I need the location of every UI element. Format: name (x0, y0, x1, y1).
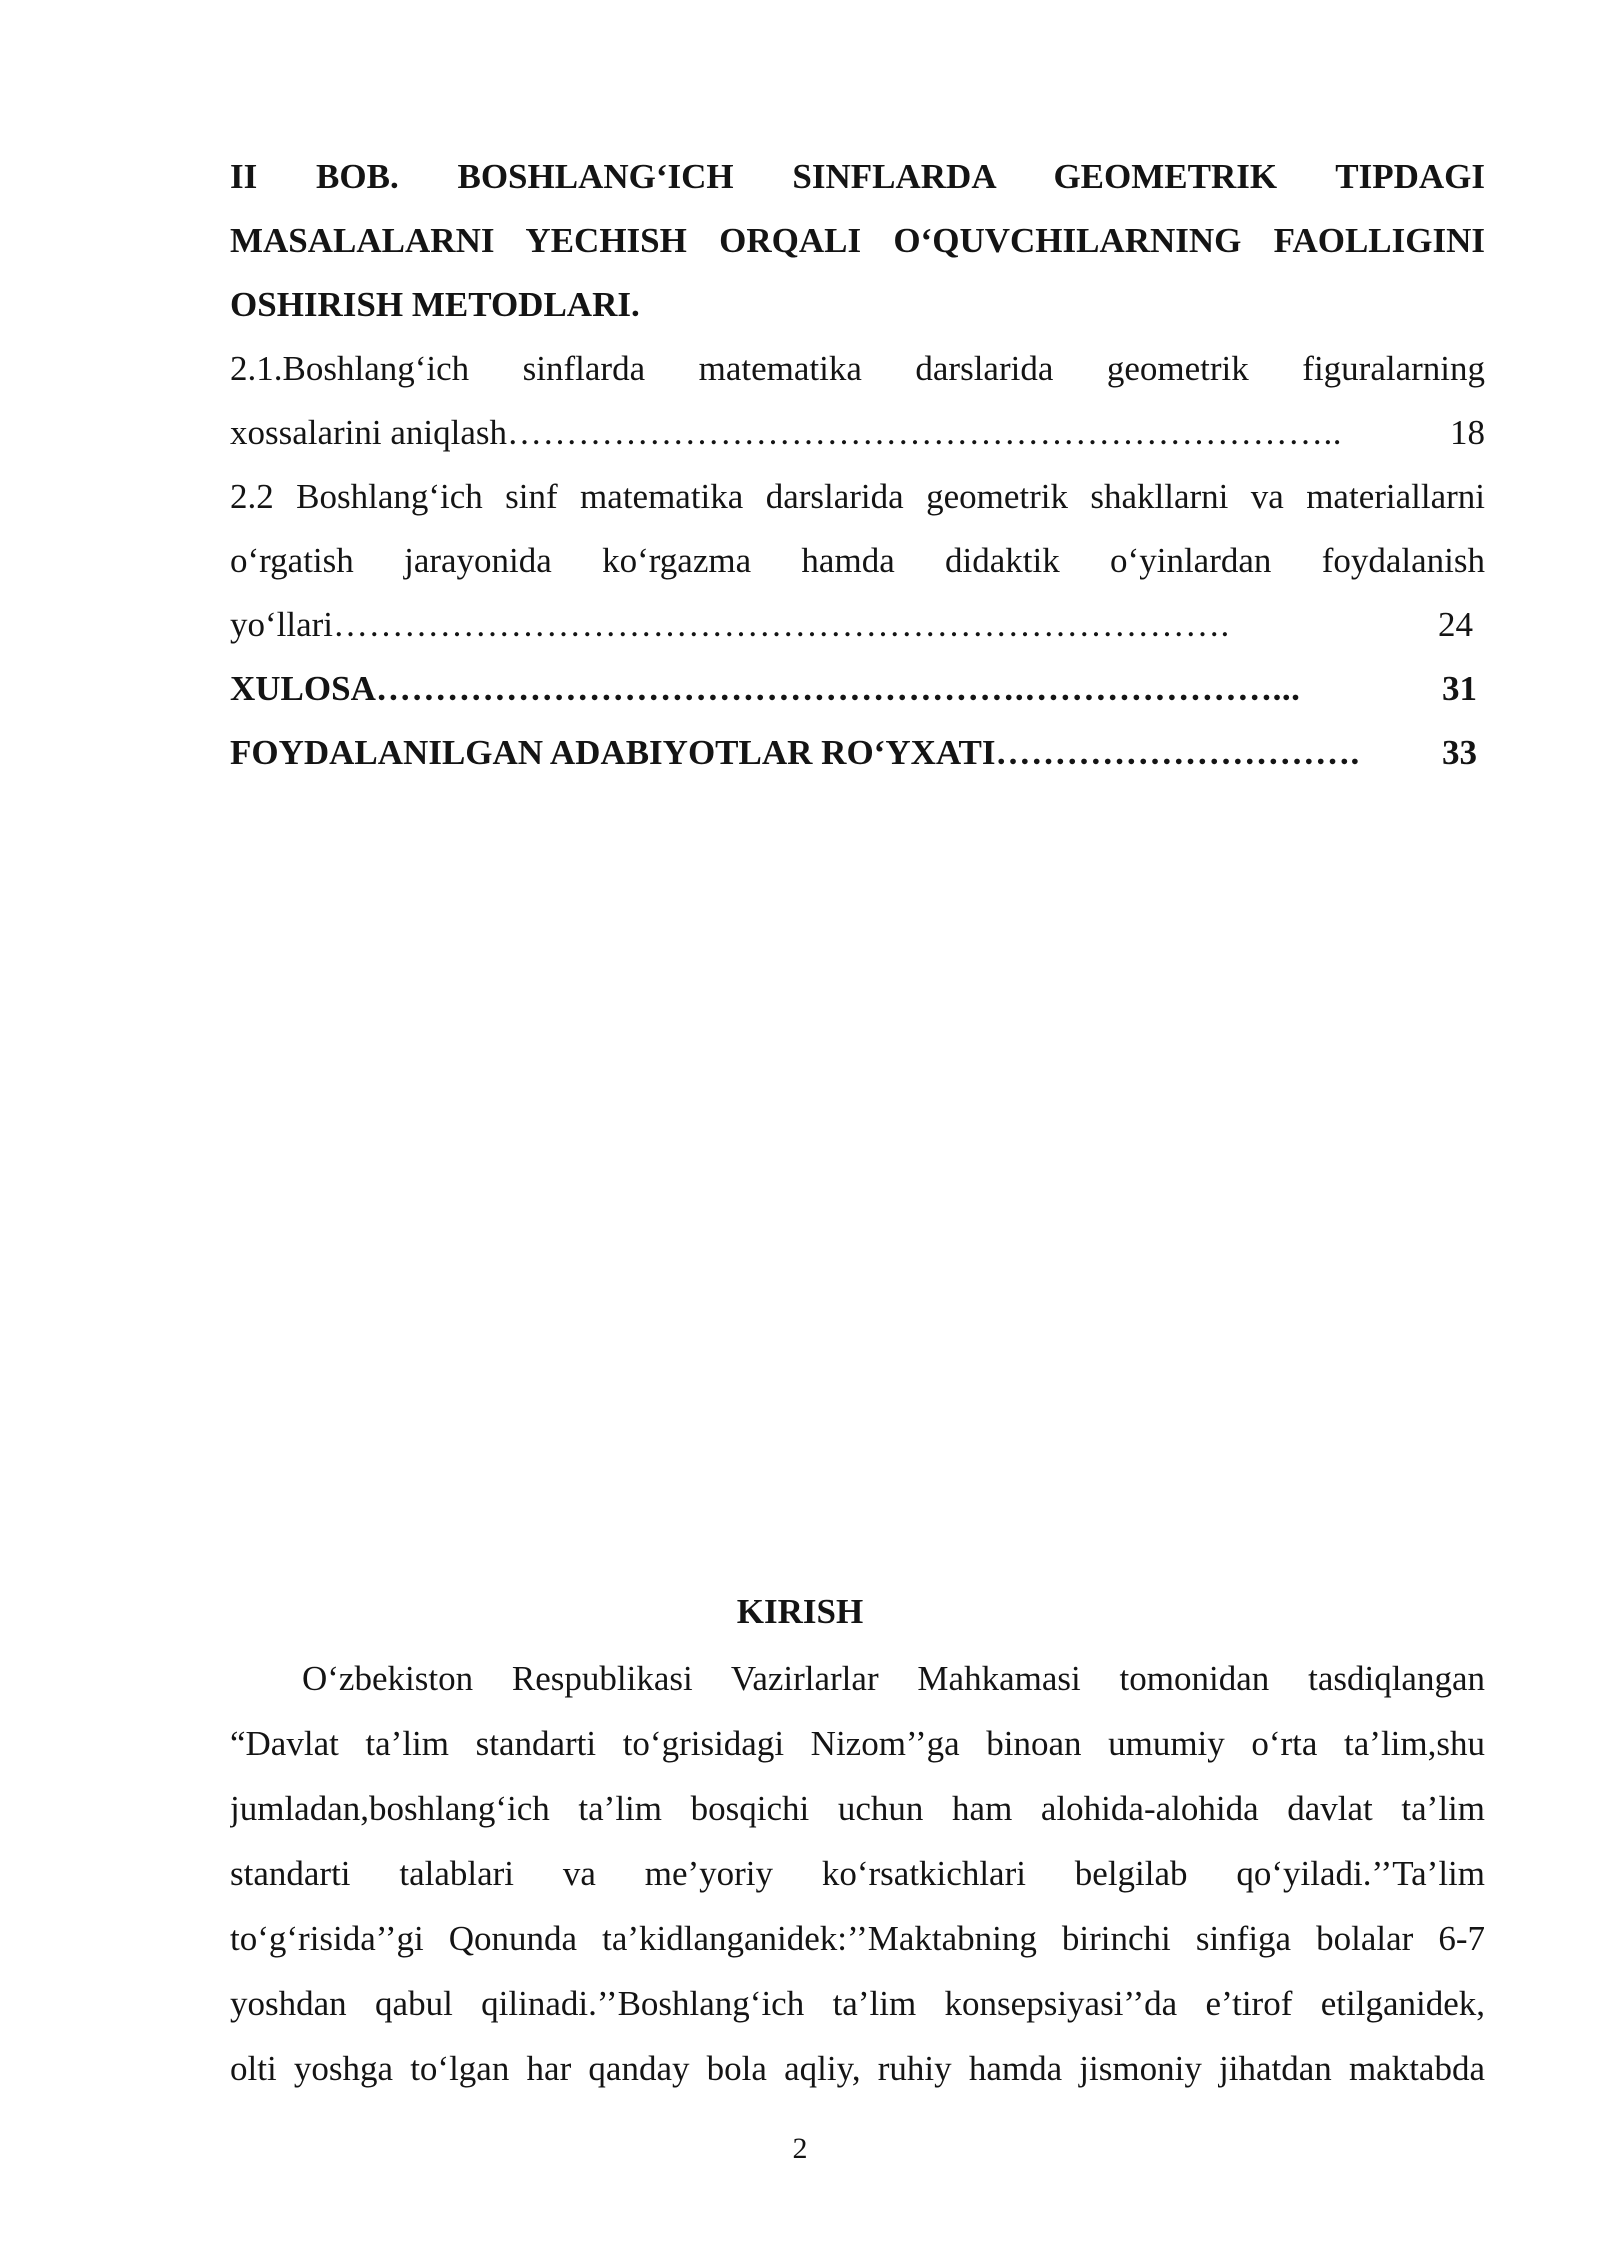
toc-section-2-1-title-end: xossalarini aniqlash (230, 413, 508, 452)
toc-conclusion-entry (230, 657, 1477, 721)
toc-section-2-2-entry (230, 593, 1473, 657)
toc-section-2-2-title: 2.2 Boshlang‘ich sinf matematika darslarida geometrik shakllarni va materiallarni (230, 477, 1485, 516)
toc-section-2-1-title: 2.1.Boshlang‘ich sinflarda matematika darslarida geometrik figuralarning (230, 349, 1485, 388)
intro-text-line: jumladan,boshlang‘ich ta’lim bosqichi uchun ham alohida-alohida davlat ta’lim (230, 1789, 1485, 1828)
toc-page-number: 18 (1450, 413, 1485, 452)
intro-text-line: O‘zbekiston Respublikasi Vazirlarlar Mahkamasi tomonidan tasdiqlangan (302, 1659, 1485, 1698)
toc-references-entry (230, 721, 1477, 785)
toc-section-2-2-title-end: yo‘llari (230, 605, 334, 644)
toc-references-title: FOYDALANILGAN ADABIYOTLAR RO‘YXATI (230, 733, 996, 772)
intro-paragraph (230, 1646, 1485, 2101)
intro-text-line: to‘g‘risida’’gi Qonunda ta’kidlanganidek:’’Maktabning birinchi sinfiga bolalar 6-7 (230, 1919, 1485, 1958)
intro-text-line: olti yoshga to‘lgan har qanday bola aqliy, ruhiy hamda jismoniy jihatdan maktabda (230, 2049, 1485, 2088)
table-of-contents (230, 145, 1485, 785)
toc-section-2-2-title: o‘rgatish jarayonida ko‘rgazma hamda didaktik o‘yinlardan foydalanish (230, 541, 1485, 580)
toc-section-2-1-entry (230, 401, 1485, 465)
intro-text-line: yoshdan qabul qilinadi.’’Boshlang‘ich ta’lim konsepsiyasi’’da e’tirof etilganidek, (230, 1984, 1485, 2023)
toc-page-number: 31 (1442, 669, 1477, 708)
toc-chapter-title-line: MASALALARNI YECHISH ORQALI O‘QUVCHILARNING FAOLLIGINI (230, 221, 1485, 260)
toc-leader-dots: …………………………. (995, 733, 1360, 772)
toc-leader-dots: ……………………………………………….…………………... (375, 669, 1301, 708)
toc-leader-dots: …………………………………………………………………. (333, 605, 1230, 644)
intro-text-line: “Davlat ta’lim standarti to‘grisidagi Nizom’’ga binoan umumiy o‘rta ta’lim,shu (230, 1724, 1485, 1763)
toc-page-number: 33 (1442, 733, 1477, 772)
toc-chapter-title-line: II BOB. BOSHLANG‘ICH SINFLARDA GEOMETRIK TIPDAGI (230, 157, 1485, 196)
toc-chapter-title-line: OSHIRISH METODLARI. (230, 285, 640, 324)
intro-text-line: standarti talablari va me’yoriy ko‘rsatkichlari belgilab qo‘yiladi.’’Ta’lim (230, 1854, 1485, 1893)
toc-page-number: 24 (1438, 605, 1473, 644)
intro-heading: KIRISH (736, 1592, 864, 1631)
toc-leader-dots: …………………………………………………………….. (507, 413, 1343, 452)
toc-conclusion-title: XULOSA (230, 669, 376, 708)
page-number: 2 (792, 2132, 808, 2165)
